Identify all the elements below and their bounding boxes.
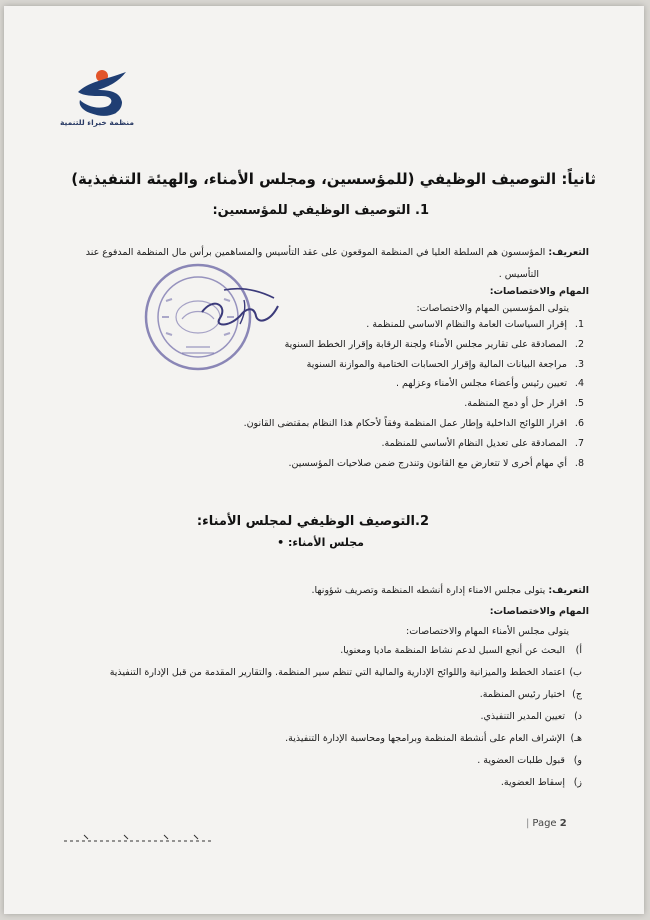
list-item: د) تعيين المدير التنفيذي. [480, 711, 582, 722]
list-item: هـ) الإشراف العام على أنشطة المنظمة وبرامجها ومحاسبة الإدارة التنفيذية. [285, 733, 582, 744]
section1-intro: يتولى المؤسسين المهام والاختصاصات: [416, 303, 569, 314]
section2-subheading: مجلس الأمناء: • [277, 536, 364, 549]
section1-heading: 1. التوصيف الوظيفي للمؤسسين: [212, 203, 429, 218]
section2-tasks-label: المهام والاختصاصات: [489, 606, 589, 617]
logo-caption: منظمة خبراء للتنمية [60, 118, 134, 127]
list-item: 2. المصادقة على تقارير مجلس الأمناء ولجنة الرقابة وإقرار الخطط السنوية [284, 338, 584, 350]
list-item: 4. تعيين رئيس وأعضاء مجلس الأمناء وعزلهم . [395, 378, 584, 390]
list-item: 5. اقرار حل أو دمج المنظمة. [464, 398, 584, 410]
list-item: 1. إقرار السياسات العامة والنظام الاساسي للمنظمة . [366, 319, 584, 330]
list-item: ز) إسقاط العضوية. [500, 777, 582, 788]
list-item: 7. المصادقة على تعديل النظام الأساسي للمنظمة. [381, 437, 584, 449]
main-heading: ثانياً: التوصيف الوظيفي (للمؤسسين، ومجلس الأمناء، والهيئة التنفيذية) [71, 170, 596, 188]
definition-label: التعريف: [548, 247, 589, 258]
list-item: أ) البحث عن أنجع السبل لدعم نشاط المنظمة ماديا ومعنويا. [340, 645, 582, 656]
section2-list [42, 644, 582, 798]
list-item: 8. أي مهام أخرى لا تتعارض مع القانون وتندرج ضمن صلاحيات المؤسسين. [288, 457, 584, 469]
definition-text: يتولى مجلس الامناء إدارة أنشطه المنظمة وتصريف شؤونها. [311, 585, 549, 596]
definition-text: المؤسسون هم السلطة العليا في المنظمة الموقعون على عقد التأسيس والمساهمين برأس مال المنظمة المدفوع عند [85, 247, 549, 258]
section1-list [44, 318, 584, 476]
footer-scribble [64, 830, 214, 842]
list-item: ب) اعتماد الخطط والميزانية واللوائح الإدارية والمالية التي تنظم سير المنظمة. والتقارير المقدمة من قبل الإدارة التنفيذية [109, 667, 582, 678]
definition-label: التعريف: [548, 585, 589, 596]
list-item: ج) اختيار رئيس المنظمة. [479, 689, 582, 700]
section2-heading: 2.التوصيف الوظيفي لمجلس الأمناء: [196, 514, 429, 529]
section1-definition [49, 246, 589, 259]
section1-definition-cont: التأسيس . [498, 269, 539, 280]
signature-icon [184, 276, 294, 346]
list-item: 3. مراجعة البيانات المالية وإقرار الحسابات الختامية والموازنة السنوية [306, 358, 584, 370]
page-number: | Page 2 [526, 818, 567, 829]
list-item: و) قبول طلبات العضوية . [477, 755, 582, 766]
section1-tasks-label: المهام والاختصاصات: [489, 286, 589, 297]
list-item: 6. اقرار اللوائح الداخلية وإطار عمل المنظمة وفقاً لأحكام هذا النظام بمقتضى القانون. [243, 417, 584, 429]
section2-intro: يتولى مجلس الأمناء المهام والاختصاصات: [406, 626, 569, 637]
document-page [4, 6, 644, 914]
section2-definition [49, 584, 589, 597]
